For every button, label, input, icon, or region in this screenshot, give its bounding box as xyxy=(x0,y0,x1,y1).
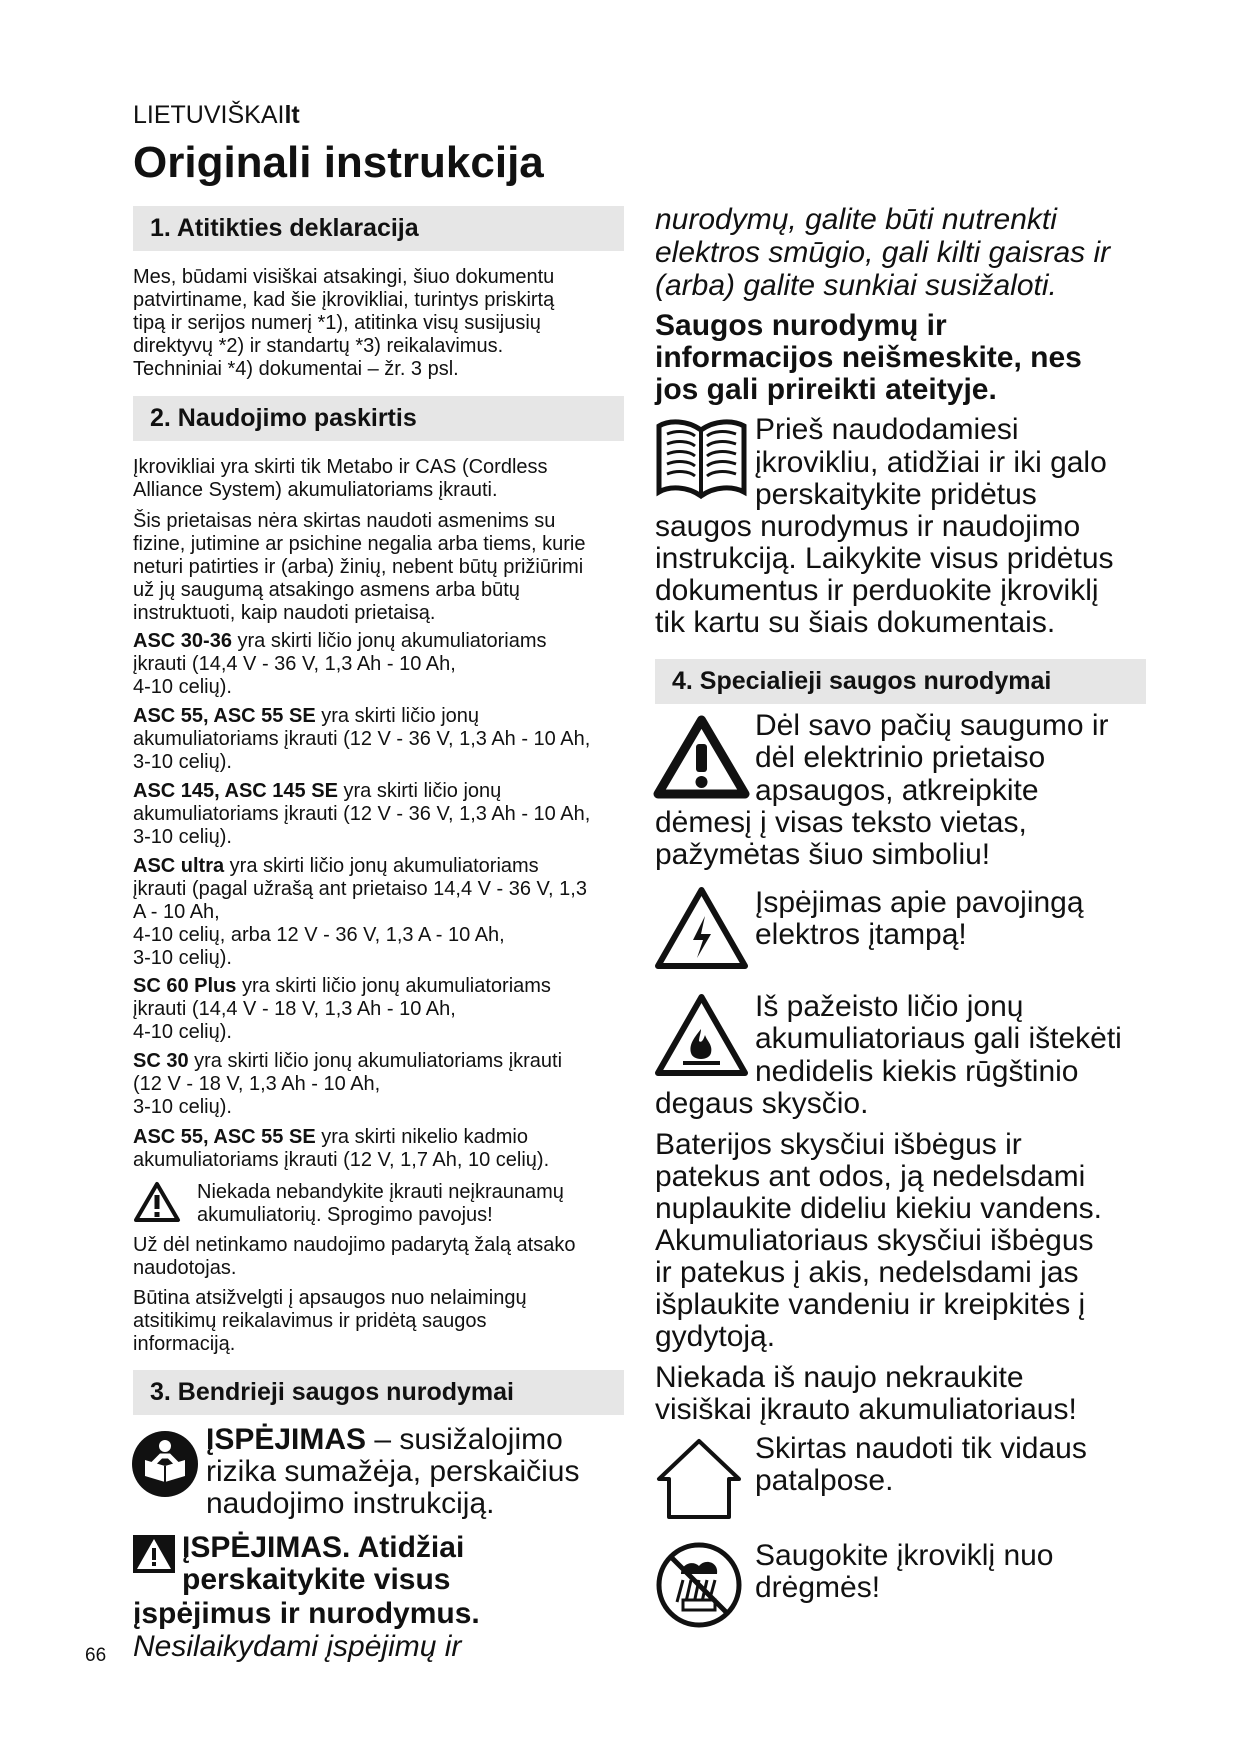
flammable-icon xyxy=(653,991,750,1079)
warning-injury-risk: ĮSPĖJIMAS – susižalojimo rizika sumažėja, perskaičius naudojimo instrukciją. xyxy=(206,1423,580,1520)
battery-fluid-text: Baterijos skysčiui išbėgus ir patekus ant odos, ją nedelsdami nuplaukite dideliu kiekiu vandens. Akumuliatoriaus skysčiui išbėgus ir patekus į akis, nedelsdami jas išplaukite vandeniu ir kreipkitės į gydytoją. xyxy=(655,1128,1102,1353)
never-recharge-text: Niekada iš naujo nekraukite visiškai įkrauto akumuliatoriaus! xyxy=(655,1361,1077,1426)
moisture-text: Saugokite įkroviklį nuo drėgmės! xyxy=(755,1539,1054,1604)
read-manual-circle-icon xyxy=(131,1430,199,1498)
section-heading-general-safety: 3. Bendrieji saugos nurodymai xyxy=(133,1370,624,1415)
voltage-warning: Įspėjimas apie pavojingą elektros įtampą! xyxy=(755,886,1084,951)
page-number: 66 xyxy=(85,1645,107,1666)
attention-line2: dėl elektrinio prietaiso xyxy=(755,741,1046,774)
warning-italic-line: Nesilaikydami įspėjimų ir xyxy=(133,1630,462,1663)
book-text-line2: įkrovikliu, atidžiai ir iki galo xyxy=(755,446,1107,479)
warning-non-rechargeable: Niekada nebandykite įkrauti neįkraunamų akumuliatorių. Sprogimo pavojus! xyxy=(197,1181,564,1226)
attention-cont: dėmesį į visas teksto vietas, pažymėtas šiuo simboliu! xyxy=(655,806,1027,871)
model-sc-30: SC 30 yra skirti ličio jonų akumuliatoriams įkrauti (12 V - 18 V, 1,3 Ah - 10 Ah, 3-10 celių). xyxy=(133,1050,563,1118)
book-icon xyxy=(655,414,748,502)
book-text-line3: perskaitykite pridėtus xyxy=(755,478,1037,511)
section-heading-intended-use: 2. Naudojimo paskirtis xyxy=(133,396,624,441)
warning-triangle-icon xyxy=(133,1181,181,1223)
keep-instructions: Saugos nurodymų ir informacijos neišmeskite, nes jos gali prireikti ateityje. xyxy=(655,309,1082,406)
accident-prevention-text: Būtina atsižvelgti į apsaugos nuo nelaimingų atsitikimų reikalavimus ir pridėtą saugos informaciją. xyxy=(133,1287,527,1355)
model-asc-55: ASC 55, ASC 55 SE yra skirti ličio jonų akumuliatoriams įkrauti (12 V - 36 V, 1,3 Ah - 10 Ah, 3-10 celių). xyxy=(133,705,591,773)
indoor-use-text: Skirtas naudoti tik vidaus patalpose. xyxy=(755,1432,1087,1497)
fire-line4: degaus skysčio. xyxy=(655,1087,869,1120)
liability-text: Už dėl netinkamo naudojimo padarytą žalą atsako naudotojas. xyxy=(133,1234,576,1279)
attention-line3: apsaugos, atkreipkite xyxy=(755,774,1039,807)
consequences-italic: nurodymų, galite būti nutrenkti elektros smūgio, gali kilti gaisras ir (arba) galite sunkiai susižaloti. xyxy=(655,203,1111,302)
language-label: LIETUVIŠKAIlt xyxy=(133,101,300,129)
declaration-text: Mes, būdami visiškai atsakingi, šiuo dokumentu patvirtiname, kad šie įkrovikliai, turintys priskirtą tipą ir serijos numerį *1), atitinka visų susijusių direktyvų *2) ir standartų *3) reikalavimus. Techniniai *4) dokumentai – žr. 3 psl. xyxy=(133,266,555,380)
book-text-line1: Prieš naudodamiesi xyxy=(755,413,1019,446)
house-icon xyxy=(655,1437,743,1521)
model-sc-60-plus: SC 60 Plus yra skirti ličio jonų akumuliatoriams įkrauti (14,4 V - 18 V, 1,3 Ah - 10 Ah, 4-10 celių). xyxy=(133,975,551,1043)
no-rain-icon xyxy=(653,1540,745,1630)
intended-use-p2: Šis prietaisas nėra skirtas naudoti asmenims su fizine, jutimine ar psichine negalia arba tiems, kurie neturi patirties ir (arba) žinių, nebent būtų prižiūrimi už jų saugumą atsakingo asmens arba būtų instruktuoti, kaip naudoti prietaisą. xyxy=(133,510,586,624)
section-heading-special-safety: 4. Specialieji saugos nurodymai xyxy=(655,659,1146,704)
warning-read-all-line2: perskaitykite visus xyxy=(182,1563,451,1596)
fire-line1: Iš pažeisto ličio jonų xyxy=(755,990,1024,1023)
model-asc-ultra: ASC ultra yra skirti ličio jonų akumuliatoriams įkrauti (pagal užrašą ant prietaiso 14,4 V - 36 V, 1,3 A - 10 Ah, 4-10 celių, arba 12 V - 36 V, 1,3 A - 10 Ah, 3-10 celių). xyxy=(133,855,587,969)
model-asc-30-36: ASC 30-36 yra skirti ličio jonų akumuliatoriams įkrauti (14,4 V - 36 V, 1,3 Ah - 10 Ah, 4-10 celių). xyxy=(133,630,547,698)
warning-triangle-icon xyxy=(133,1535,175,1573)
attention-line1: Dėl savo pačių saugumo ir xyxy=(755,709,1109,742)
fire-line3: nedidelis kiekis rūgštinio xyxy=(755,1055,1079,1088)
model-asc-145: ASC 145, ASC 145 SE yra skirti ličio jonų akumuliatoriams įkrauti (12 V - 36 V, 1,3 Ah - 10 Ah, 3-10 celių). xyxy=(133,780,591,848)
warning-triangle-icon xyxy=(653,714,750,800)
model-asc-55-nicd: ASC 55, ASC 55 SE yra skirti nikelio kadmio akumuliatoriams įkrauti (12 V, 1,7 Ah, 10 celių). xyxy=(133,1126,550,1171)
high-voltage-icon xyxy=(653,884,750,972)
book-text-cont: saugos nurodymus ir naudojimo instrukciją. Laikykite visus pridėtus dokumentus ir perduokite įkroviklį tik kartu su šiais dokumentais. xyxy=(655,510,1114,639)
warning-read-all-line3: įspėjimus ir nurodymus. xyxy=(133,1597,480,1630)
page-title: Originali instrukcija xyxy=(133,138,544,187)
fire-line2: akumuliatoriaus gali ištekėti xyxy=(755,1022,1122,1055)
intended-use-p1: Įkrovikliai yra skirti tik Metabo ir CAS (Cordless Alliance System) akumuliatoriams įkrauti. xyxy=(133,456,548,501)
section-heading-declaration: 1. Atitikties deklaracija xyxy=(133,206,624,251)
warning-read-all-line1: ĮSPĖJIMAS. Atidžiai xyxy=(182,1531,465,1564)
language-code: lt xyxy=(284,101,300,129)
